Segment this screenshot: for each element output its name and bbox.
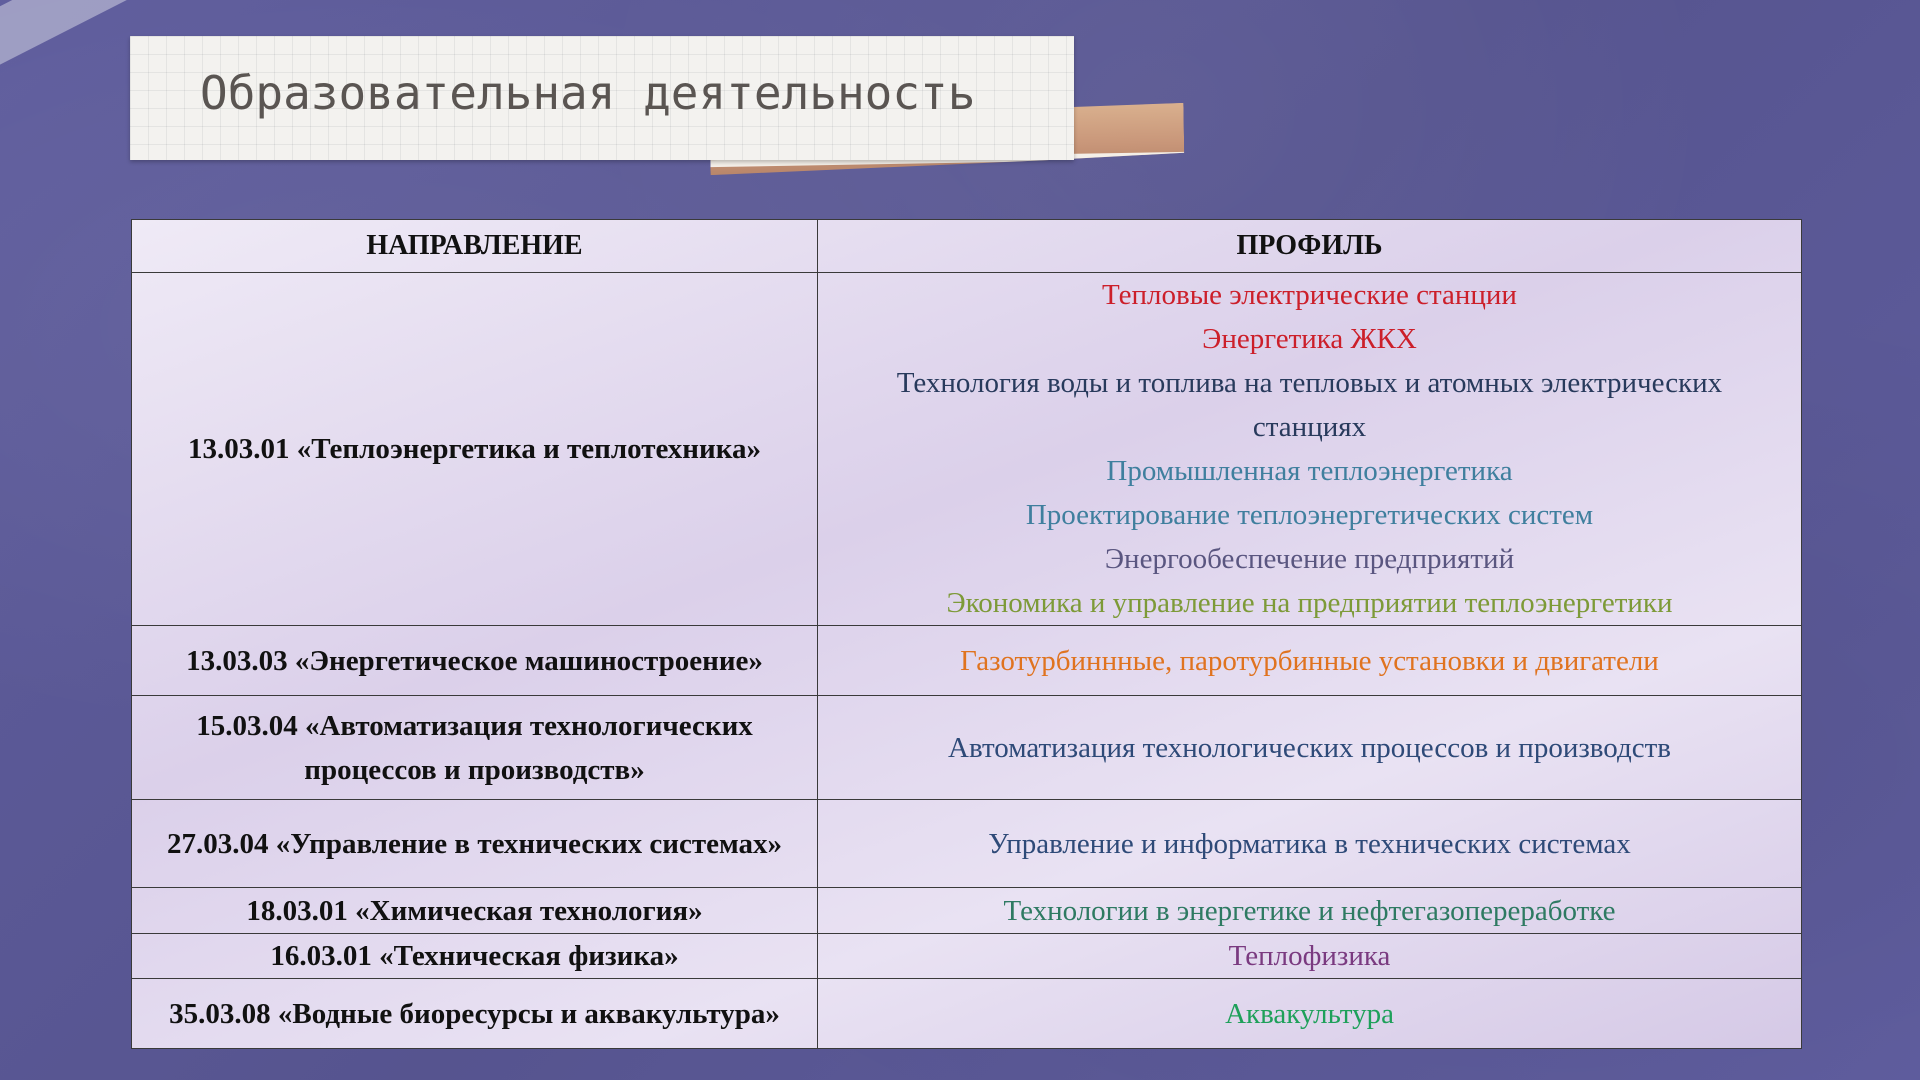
direction-cell: 13.03.01 «Теплоэнергетика и теплотехника»: [132, 273, 818, 626]
profile-item: Промышленная теплоэнергетика: [1106, 455, 1513, 487]
profile-cell: [818, 273, 1802, 626]
profile-item: Экономика и управление на предприятии теплоэнергетики: [946, 587, 1673, 619]
profile-cell: [818, 696, 1802, 800]
direction-cell: 16.03.01 «Техническая физика»: [132, 934, 818, 979]
profile-item: Энергетика ЖКХ: [1202, 323, 1417, 355]
table-row: [132, 696, 1802, 800]
profile-item: Технологии в энергетике и нефтегазопереработке: [1003, 894, 1616, 927]
header-direction: НАПРАВЛЕНИЕ: [132, 220, 818, 273]
profile-item: Газотурбиннные, паротурбинные установки и двигатели: [960, 644, 1659, 677]
profile-cell: [818, 626, 1802, 696]
profile-item: Проектирование теплоэнергетических систем: [1025, 499, 1594, 531]
profile-cell: [818, 888, 1802, 934]
table-row: [132, 888, 1802, 934]
direction-cell: 15.03.04 «Автоматизация технологических процессов и производств»: [132, 696, 818, 800]
profile-item: Управление и информатика в технических системах: [988, 827, 1631, 860]
profile-item: Энергообеспечение предприятий: [1104, 543, 1515, 575]
direction-cell: 35.03.08 «Водные биоресурсы и аквакультура»: [132, 979, 818, 1049]
profile-item: Автоматизация технологических процессов и производств: [948, 731, 1671, 764]
profile-item: Теплофизика: [1228, 940, 1391, 972]
table-header-row: [132, 220, 1802, 273]
header-profile: ПРОФИЛЬ: [818, 220, 1802, 273]
table-row: [132, 273, 1802, 626]
title-banner: [130, 36, 1074, 160]
table-row: [132, 800, 1802, 888]
direction-cell: 27.03.04 «Управление в технических системах»: [132, 800, 818, 888]
profile-item: Аквакультура: [1225, 997, 1394, 1030]
table-row: [132, 934, 1802, 979]
table-row: [132, 626, 1802, 696]
profile-item: Тепловые электрические станции: [1102, 279, 1517, 311]
programs-table: [131, 219, 1802, 1049]
profile-cell: [818, 800, 1802, 888]
profile-item: Технология воды и топлива на тепловых и атомных электрических станциях: [896, 367, 1723, 443]
direction-cell: 18.03.01 «Химическая технология»: [132, 888, 818, 934]
table-row: [132, 979, 1802, 1049]
profile-cell: [818, 934, 1802, 979]
direction-cell: 13.03.03 «Энергетическое машиностроение»: [132, 626, 818, 696]
page-title: Образовательная деятельность: [200, 66, 976, 120]
profile-cell: [818, 979, 1802, 1049]
